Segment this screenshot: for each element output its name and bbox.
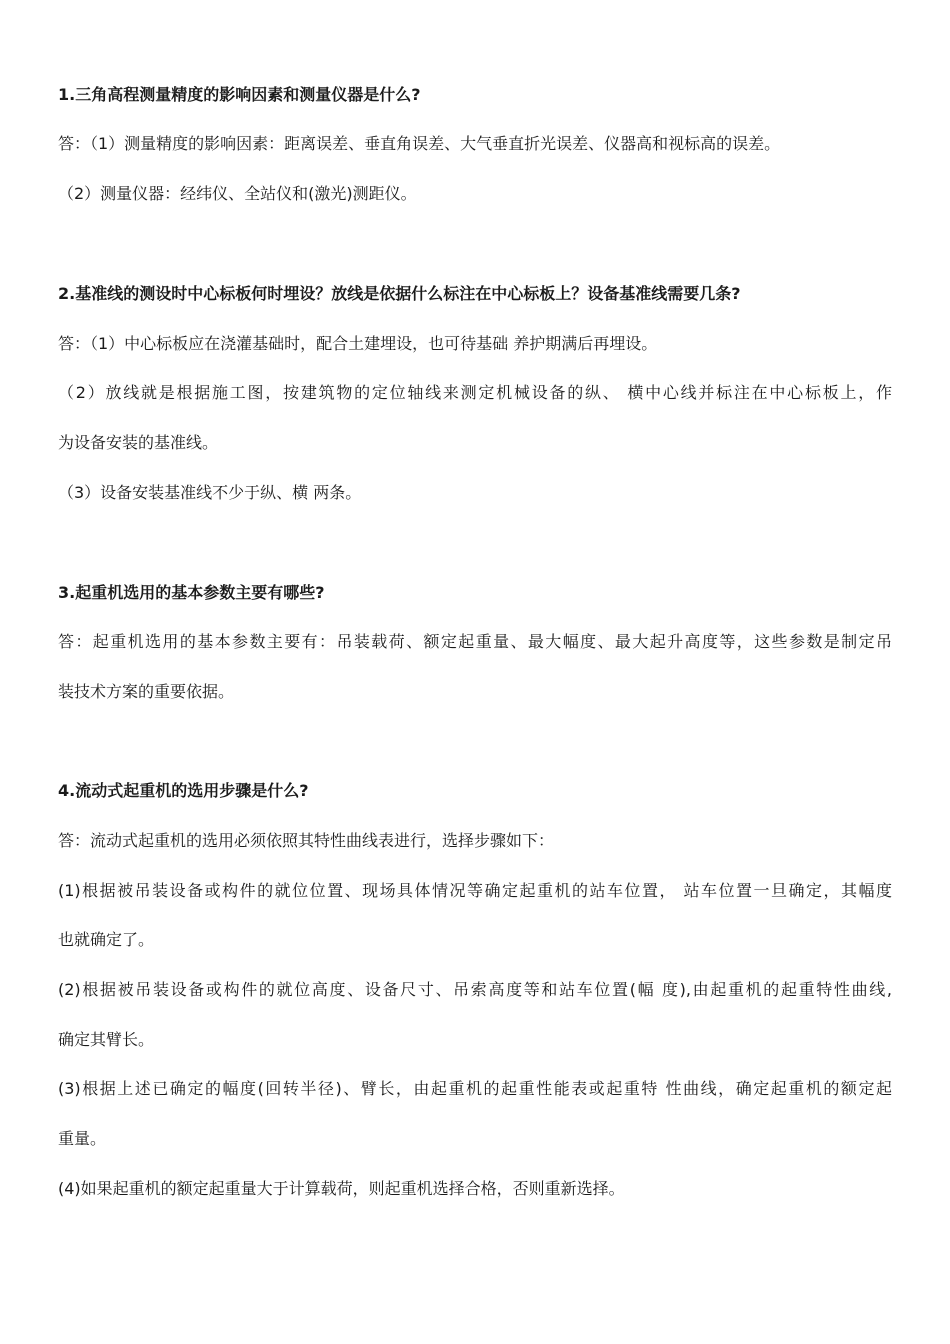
answer-4-line-7: 重量。 bbox=[58, 1129, 107, 1148]
answer-4-line-3: 也就确定了。 bbox=[58, 930, 155, 949]
question-4: 4.流动式起重机的选用步骤是什么? bbox=[58, 781, 309, 800]
answer-1-line-1: 答：（1）测量精度的影响因素：距离误差、垂直角误差、大气垂直折光误差、仪器高和视标高的误差。 bbox=[58, 134, 781, 153]
question-3: 3.起重机选用的基本参数主要有哪些? bbox=[58, 583, 325, 602]
answer-4-line-5: 确定其臂长。 bbox=[58, 1030, 155, 1049]
answer-4-line-6: (3)根据上述已确定的幅度(回转半径)、臂长，由起重机的起重性能表或起重特 性曲线，确定起重机的额定起 bbox=[58, 1079, 892, 1098]
question-2: 2.基准线的测设时中心标板何时埋设？放线是依据什么标注在中心标板上？设备基准线需要几条? bbox=[58, 284, 741, 303]
answer-2-line-2: （2）放线就是根据施工图，按建筑物的定位轴线来测定机械设备的纵、 横中心线并标注在中心标板上，作 bbox=[58, 383, 892, 402]
answer-4-line-2: (1)根据被吊装设备或构件的就位位置、现场具体情况等确定起重机的站车位置， 站车位置一旦确定，其幅度 bbox=[58, 881, 892, 900]
question-1: 1.三角高程测量精度的影响因素和测量仪器是什么? bbox=[58, 85, 421, 104]
answer-3-line-2: 装技术方案的重要依据。 bbox=[58, 682, 235, 701]
answer-2-line-4: （3）设备安装基准线不少于纵、横 两条。 bbox=[58, 483, 362, 502]
answer-2-line-1: 答：（1）中心标板应在浇灌基础时，配合土建埋设，也可待基础 养护期满后再埋设。 bbox=[58, 334, 658, 353]
answer-3-line-1: 答：起重机选用的基本参数主要有：吊装载荷、额定起重量、最大幅度、最大起升高度等，这些参数是制定吊 bbox=[58, 632, 892, 651]
answer-2-line-3: 为设备安装的基准线。 bbox=[58, 433, 219, 452]
answer-4-line-1: 答：流动式起重机的选用必须依照其特性曲线表进行，选择步骤如下： bbox=[58, 831, 555, 850]
answer-1-line-2: （2）测量仪器：经纬仪、全站仪和(激光)测距仪。 bbox=[58, 184, 417, 203]
answer-4-line-4: (2)根据被吊装设备或构件的就位高度、设备尺寸、吊索高度等和站车位置(幅 度),由起重机的起重特性曲线, bbox=[58, 980, 892, 999]
answer-4-line-8: (4)如果起重机的额定起重量大于计算载荷，则起重机选择合格，否则重新选择。 bbox=[58, 1179, 625, 1198]
